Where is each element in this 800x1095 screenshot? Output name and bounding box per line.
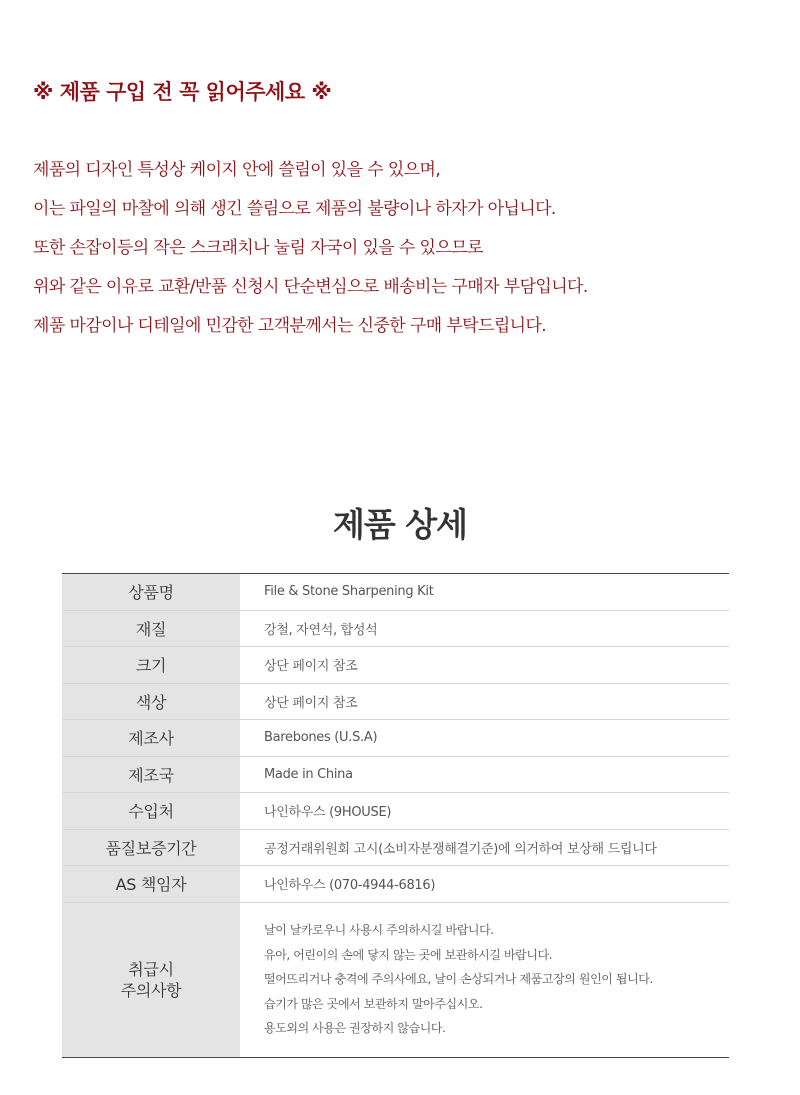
- row-value-size: 상단 페이지 참조: [240, 647, 729, 684]
- notice-line: 또한 손잡이등의 작은 스크래치나 눌림 자국이 있을 수 있으므로: [33, 238, 483, 258]
- notice-line: 이는 파일의 마찰에 의해 생긴 쓸림으로 제품의 불량이나 하자가 아닙니다.: [33, 199, 556, 219]
- table-row: [62, 610, 729, 647]
- notice-line: 제품 마감이나 디테일에 민감한 고객분께서는 신중한 구매 부탁드립니다.: [33, 316, 547, 336]
- care-line: 용도외의 사용은 권장하지 않습니다.: [264, 1021, 446, 1036]
- care-label-line: 취급시: [128, 959, 174, 979]
- notice-lines: [33, 153, 773, 348]
- table-row: [62, 647, 729, 684]
- row-label-manufacturer: 제조사: [62, 720, 240, 757]
- care-label-line: 주의사항: [120, 980, 182, 1000]
- table-row: [62, 720, 729, 757]
- row-label-as-contact: AS 책임자: [62, 866, 240, 903]
- row-value-country: Made in China: [240, 756, 729, 793]
- row-label-material: 재질: [62, 610, 240, 647]
- care-line: 날이 날카로우니 사용시 주의하시길 바랍니다.: [264, 923, 494, 938]
- row-value-material: 강철, 자연석, 합성석: [240, 610, 729, 647]
- row-label-product-name: 상품명: [62, 574, 240, 611]
- notice-line: 제품의 디자인 특성상 케이지 안에 쓸림이 있을 수 있으며,: [33, 160, 441, 180]
- table-row: [62, 866, 729, 903]
- row-value-as-contact: 나인하우스 (070-4944-6816): [240, 866, 729, 903]
- care-line: 떨어뜨리거나 충격에 주의사에요, 날이 손상되거나 제품고장의 원인이 됩니다.: [264, 972, 653, 987]
- care-line: 유아, 어린이의 손에 닿지 않는 곳에 보관하시길 바랍니다.: [264, 947, 553, 962]
- row-value-importer: 나인하우스 (9HOUSE): [240, 793, 729, 830]
- row-value-warranty: 공정거래위원회 고시(소비자분쟁해결기준)에 의거하여 보상해 드립니다: [240, 829, 729, 866]
- row-label-country: 제조국: [62, 756, 240, 793]
- table-row: [62, 756, 729, 793]
- product-details-title: 제품 상세: [332, 505, 467, 544]
- table-row: [62, 793, 729, 830]
- purchase-notice: [33, 76, 773, 348]
- product-spec-table: [62, 573, 729, 1058]
- notice-title: ※ 제품 구입 전 꼭 읽어주세요 ※: [33, 80, 332, 104]
- row-label-size: 크기: [62, 647, 240, 684]
- row-label-importer: 수입처: [62, 793, 240, 830]
- row-label-color: 색상: [62, 683, 240, 720]
- row-label-warranty: 품질보증기간: [62, 829, 240, 866]
- row-label-handling-caution: [62, 902, 240, 1057]
- row-value-manufacturer: Barebones (U.S.A): [240, 720, 729, 757]
- row-value-handling-caution: [240, 902, 729, 1057]
- care-line: 습기가 많은 곳에서 보관하지 말아주십시오.: [264, 996, 483, 1011]
- table-row: [62, 574, 729, 611]
- table-row: [62, 683, 729, 720]
- notice-line: 위와 같은 이유로 교환/반품 신청시 단순변심으로 배송비는 구매자 부담입니다.: [33, 277, 588, 297]
- table-row: [62, 902, 729, 1057]
- table-row: [62, 829, 729, 866]
- row-value-product-name: File & Stone Sharpening Kit: [240, 574, 729, 611]
- row-value-color: 상단 페이지 참조: [240, 683, 729, 720]
